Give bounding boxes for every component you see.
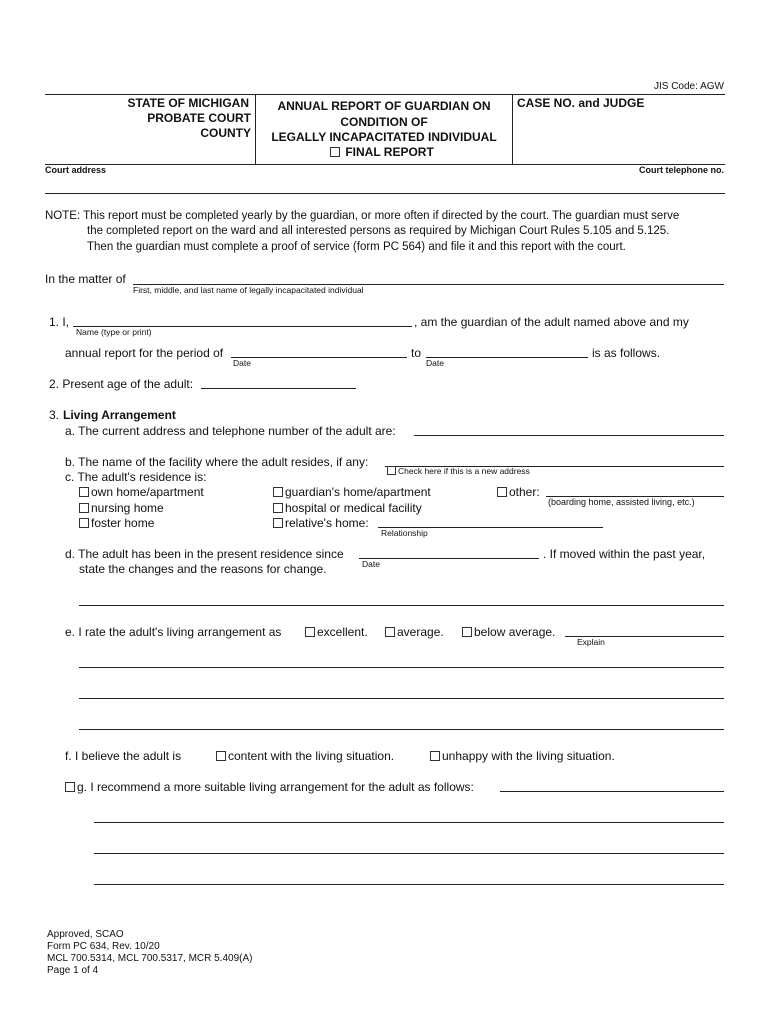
below-average-checkbox[interactable] (462, 627, 472, 637)
option-own-home[interactable] (79, 485, 204, 499)
option-nursing-home[interactable] (79, 501, 164, 515)
average-checkbox[interactable] (385, 627, 395, 637)
hospital-label: hospital or medical facility (285, 501, 422, 515)
item3b-label: b. The name of the facility where the adult resides, if any: (65, 455, 369, 469)
foster-home-label: foster home (91, 516, 155, 530)
recommend-line-4[interactable] (94, 884, 724, 885)
footer-form: Form PC 634, Rev. 10/20 (47, 941, 160, 952)
item3d-suffix: . If moved within the past year, (543, 547, 706, 561)
changes-field[interactable] (79, 605, 724, 606)
item3f-label: f. I believe the adult is (65, 749, 182, 763)
header-top-rule (45, 94, 725, 95)
item3c-label: c. The adult's residence is: (65, 470, 207, 484)
guardians-home-label: guardian's home/apartment (285, 485, 431, 499)
guardian-name-caption: Name (type or print) (76, 327, 152, 337)
content-checkbox[interactable] (216, 751, 226, 761)
note-line-2: the completed report on the ward and all interested persons as required by Michigan Court Rules 5.105 and 5.125. (87, 225, 670, 237)
item3-heading-num: 3. (49, 408, 60, 422)
matter-label: In the matter of (45, 272, 126, 286)
period-to-label: to (411, 346, 422, 360)
age-field[interactable] (201, 388, 356, 389)
item3a-label: a. The current address and telephone number of the adult are: (65, 424, 396, 438)
recommend-line-3[interactable] (94, 853, 724, 854)
nursing-home-label: nursing home (91, 501, 164, 515)
option-recommend[interactable] (65, 780, 474, 794)
explain-line-4[interactable] (79, 729, 724, 730)
recommend-checkbox[interactable] (65, 782, 75, 792)
option-foster-home[interactable] (79, 516, 154, 530)
below-average-label: below average. (474, 625, 556, 639)
final-report-label: FINAL REPORT (345, 145, 434, 159)
guardians-home-checkbox[interactable] (273, 487, 283, 497)
court-address-rule (45, 193, 725, 194)
option-below-average[interactable] (462, 625, 555, 639)
average-label: average. (397, 625, 444, 639)
hospital-checkbox[interactable] (273, 503, 283, 513)
header-bottom-rule (45, 164, 725, 165)
option-hospital[interactable] (273, 501, 422, 515)
item1-suffix: , am the guardian of the adult named above and my (414, 315, 689, 329)
option-average[interactable] (385, 625, 444, 639)
option-relatives-home[interactable] (273, 516, 369, 530)
period-label: annual report for the period of (65, 346, 224, 360)
excellent-label: excellent. (317, 625, 368, 639)
note-line-3: Then the guardian must complete a proof of service (form PC 564) and file it and this report with the court. (87, 241, 626, 253)
form-title-1: ANNUAL REPORT OF GUARDIAN ON (277, 99, 491, 113)
form-title-3: LEGALLY INCAPACITATED INDIVIDUAL (271, 130, 497, 144)
address-phone-field[interactable] (414, 435, 724, 436)
as-follows-label: is as follows. (592, 346, 661, 360)
item3d-line1: d. The adult has been in the present residence since (65, 547, 344, 561)
court-address-label: Court address (45, 165, 107, 175)
matter-caption: First, middle, and last name of legally incapacitated individual (133, 285, 364, 295)
county-label: COUNTY (200, 126, 251, 140)
other-caption: (boarding home, assisted living, etc.) (548, 497, 695, 507)
explain-caption: Explain (577, 637, 605, 647)
period-end-field[interactable] (426, 357, 588, 358)
item3d-line2: state the changes and the reasons for change. (79, 562, 327, 576)
court-telephone-label: Court telephone no. (639, 165, 724, 175)
residence-since-caption: Date (362, 559, 380, 569)
other-label: other: (509, 485, 540, 499)
nursing-home-checkbox[interactable] (79, 503, 89, 513)
new-address-checkbox[interactable] (387, 466, 396, 475)
period-start-caption: Date (233, 358, 251, 368)
option-content[interactable] (216, 749, 394, 763)
relationship-caption: Relationship (381, 528, 428, 538)
recommend-label: g. I recommend a more suitable living arrangement for the adult as follows: (77, 780, 474, 794)
relatives-home-checkbox[interactable] (273, 518, 283, 528)
item3-heading: Living Arrangement (63, 408, 176, 422)
new-address-option[interactable] (387, 466, 530, 476)
item3e-label: e. I rate the adult's living arrangement as (65, 625, 282, 639)
state-label: STATE OF MICHIGAN (127, 96, 249, 110)
foster-home-checkbox[interactable] (79, 518, 89, 528)
period-start-field[interactable] (231, 357, 407, 358)
period-end-caption: Date (426, 358, 444, 368)
item1-prefix: 1. I, (49, 315, 70, 329)
option-other[interactable] (497, 485, 540, 499)
item2-label: 2. Present age of the adult: (49, 377, 194, 391)
header-divider-2 (512, 94, 513, 164)
content-label: content with the living situation. (228, 749, 395, 763)
court-label: PROBATE COURT (147, 111, 251, 125)
final-report-checkbox[interactable] (330, 147, 340, 157)
option-unhappy[interactable] (430, 749, 615, 763)
new-address-label: Check here if this is a new address (398, 466, 530, 476)
excellent-checkbox[interactable] (305, 627, 315, 637)
note-line-1: NOTE: This report must be completed yearly by the guardian, or more often if directed by the court. The guardian must serve (45, 210, 680, 222)
case-no-label: CASE NO. and JUDGE (517, 96, 645, 110)
other-checkbox[interactable] (497, 487, 507, 497)
own-home-checkbox[interactable] (79, 487, 89, 497)
final-report-option[interactable] (330, 145, 434, 159)
unhappy-label: unhappy with the living situation. (442, 749, 615, 763)
explain-line-3[interactable] (79, 698, 724, 699)
form-title-2: CONDITION OF (340, 115, 428, 129)
relatives-home-label: relative's home: (285, 516, 369, 530)
jis-code: JIS Code: AGW (653, 81, 724, 92)
footer-approved: Approved, SCAO (47, 929, 124, 940)
option-guardians-home[interactable] (273, 485, 431, 499)
footer-mcl: MCL 700.5314, MCL 700.5317, MCR 5.409(A) (47, 953, 253, 964)
recommend-field[interactable] (500, 791, 724, 792)
option-excellent[interactable] (305, 625, 368, 639)
explain-line-2[interactable] (79, 667, 724, 668)
own-home-label: own home/apartment (91, 485, 204, 499)
residence-since-field[interactable] (359, 558, 539, 559)
recommend-line-2[interactable] (94, 822, 724, 823)
footer-page: Page 1 of 4 (47, 965, 99, 976)
unhappy-checkbox[interactable] (430, 751, 440, 761)
